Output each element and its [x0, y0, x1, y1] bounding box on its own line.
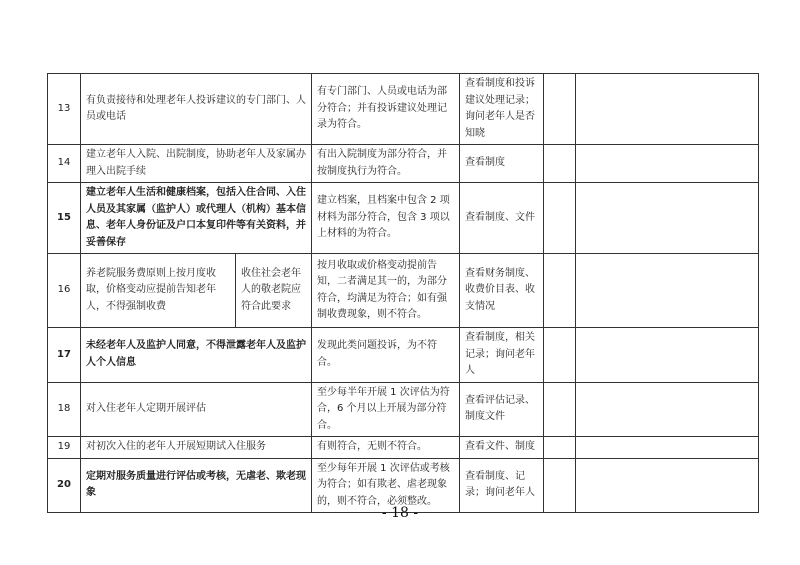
- table-row: [48, 183, 759, 254]
- row-number: 13: [48, 74, 81, 145]
- method-cell: 查看制度、文件: [460, 183, 544, 254]
- method-cell: 查看财务制度、收费价目表、收支情况: [460, 254, 544, 328]
- row-number: 14: [48, 145, 81, 183]
- standard-cell: 按月收取或价格变动提前告知，二者满足其一的，为部分符合，均满足为符合；如有强制收费现象，则不符合。: [312, 254, 460, 328]
- table-row: [48, 382, 759, 437]
- result-cell: [544, 382, 576, 437]
- result-cell: [544, 254, 576, 328]
- requirement-cell: 建立老年人生活和健康档案，包括入住合同、入住人员及其家属（监护人）或代理人（机构）基本信息、老年人身份证及户口本复印件等有关资料，并妥善保存: [81, 183, 312, 254]
- standard-cell: 至少每半年开展 1 次评估为符合，6 个月以上开展为部分符合。: [312, 382, 460, 437]
- method-cell: 查看制度、记录；询问老年人: [460, 458, 544, 513]
- row-number: 16: [48, 254, 81, 328]
- table-row: [48, 328, 759, 383]
- method-cell: 查看评估记录、制度文件: [460, 382, 544, 437]
- result-cell: [544, 437, 576, 459]
- standard-cell: 发现此类问题投诉，为不符合。: [312, 328, 460, 383]
- result-cell: [544, 145, 576, 183]
- requirement-cell: 未经老年人及监护人同意，不得泄露老年人及监护人个人信息: [81, 328, 312, 383]
- table-row: [48, 145, 759, 183]
- remarks-cell: [576, 183, 759, 254]
- remarks-cell: [576, 74, 759, 145]
- standard-cell: 有专门部门、人员或电话为部分符合；并有投诉建议处理记录为符合。: [312, 74, 460, 145]
- table-row: [48, 74, 759, 145]
- remarks-cell: [576, 254, 759, 328]
- row-number: 15: [48, 183, 81, 254]
- page-number: - 18 -: [381, 505, 419, 521]
- standard-cell: 有出入院制度为部分符合，并按制度执行为符合。: [312, 145, 460, 183]
- method-cell: 查看制度和投诉建议处理记录；询问老年人是否知晓: [460, 74, 544, 145]
- method-cell: 查看文件、制度: [460, 437, 544, 459]
- row-number: 20: [48, 458, 81, 513]
- row-number: 19: [48, 437, 81, 459]
- result-cell: [544, 183, 576, 254]
- requirement-cell: 对入住老年人定期开展评估: [81, 382, 312, 437]
- requirement-cell: 有负责接待和处理老年人投诉建议的专门部门、人员或电话: [81, 74, 312, 145]
- row-number: 18: [48, 382, 81, 437]
- requirement-sub-cell: 收住社会老年人的敬老院应符合此要求: [236, 254, 312, 328]
- result-cell: [544, 74, 576, 145]
- standard-cell: 有则符合，无则不符合。: [312, 437, 460, 459]
- remarks-cell: [576, 382, 759, 437]
- standard-cell: 建立档案，且档案中包含 2 项材料为部分符合，包含 3 项以上材料的为符合。: [312, 183, 460, 254]
- remarks-cell: [576, 328, 759, 383]
- remarks-cell: [576, 437, 759, 459]
- assessment-table: [47, 73, 759, 513]
- remarks-cell: [576, 145, 759, 183]
- requirement-cell: 定期对服务质量进行评估或考核，无虐老、欺老现象: [81, 458, 312, 513]
- requirement-cell: 养老院服务费原则上按月度收取，价格变动应提前告知老年人，不得强制收费: [81, 254, 236, 328]
- requirement-cell: 建立老年人入院、出院制度，协助老年人及家属办理入出院手续: [81, 145, 312, 183]
- method-cell: 查看制度: [460, 145, 544, 183]
- table-row: [48, 254, 759, 328]
- table-row: [48, 437, 759, 459]
- requirement-cell: 对初次入住的老年人开展短期试入住服务: [81, 437, 312, 459]
- standard-cell: 至少每年开展 1 次评估或考核为符合；如有欺老、虐老现象的，则不符合，必须整改。: [312, 458, 460, 513]
- result-cell: [544, 328, 576, 383]
- row-number: 17: [48, 328, 81, 383]
- method-cell: 查看制度，相关记录；询问老年人: [460, 328, 544, 383]
